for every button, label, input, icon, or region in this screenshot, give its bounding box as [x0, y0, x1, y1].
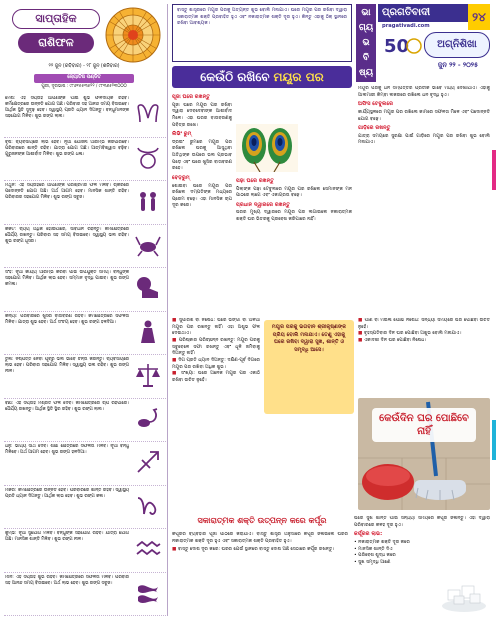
tip-text: ଦିଗ ପ୍ରତି ଧ୍ୟାନ ଦିଅନ୍ତୁ: ଦକ୍ଷିଣ-ପୂର୍ବ ଦିଗରେ ମୟୂର ପର ରଖିବା ଅଧିକ ଶୁଭ।	[172, 357, 260, 370]
zodiac-text: ମକର: କର୍ମକ୍ଷେତ୍ରରେ ଉନ୍ନତି ହେବ। ପରିବାରରେ ଶାନ୍ତି ରହିବ। ସ୍ୱାସ୍ଥ୍ୟ ପ୍ରତି ଧ୍ୟାନ ଦିଅନ୍ତୁ। ଆର୍ଥିକ ଲାଭ ହେବ। ଶୁଭ ରଙ୍ଗ କଳା।	[5, 487, 129, 499]
main-headline	[172, 66, 352, 88]
paragraph: କାର୍ଯ୍ୟସ୍ଥଳରେ ମୟୂର ପର ରଖିଲେ କାମରେ ସଫଳତା ମିଳେ ଏବଂ ପଦୋନ୍ନତି ଯୋଗ ବଢ଼େ।	[358, 109, 490, 122]
list-text: ନକାରାତ୍ମକ ଶକ୍ତି ଦୂର କରେ	[358, 539, 410, 545]
bullet-icon: ■	[172, 357, 179, 363]
zodiac-text: ସିଂହ: ନୂଆ କାର୍ଯ୍ୟ ଆରମ୍ଭ କରିବା ପାଇଁ ଉପଯୁକ୍ତ ସମୟ। ବନ୍ଧୁଙ୍କ ସହଯୋଗ ମିଳିବ। ଆର୍ଥିକ ଲାଭ ହେବ। ସମ୍ମାନ ବୃଦ୍ଧି ପାଇବ। ଶୁଭ ରଙ୍ଗ କମଳା।	[5, 270, 129, 288]
article-column-1	[172, 92, 232, 314]
bullet-icon: ■	[172, 337, 179, 343]
horoscope-title-bottom: ରାଶିଫଳ	[18, 33, 94, 53]
virgo-icon	[134, 318, 162, 346]
list-item: • ପରିବେଶ ଶୁଦ୍ଧ କରେ	[354, 553, 396, 559]
crop-mark	[492, 150, 496, 190]
zodiac-text: ବୃଷ: ବ୍ୟବସାୟରେ ଲାଭ ହେବ। ନୂଆ ଯୋଜନା ଆରମ୍ଭ କରିପାରିବେ। ପରିବାରରେ ଶାନ୍ତି ରହିବ। ଯାତ୍ରା ଯୋଗ ଅଛି। ଆତ୍ମବିଶ୍ୱାସ ବଢ଼ିବ। ଗୁରୁଜନଙ୍କ ଆଶୀର୍ବାଦ ମିଳିବ। ଶୁଭ ରଙ୍ଗ ଧଳା।	[5, 139, 129, 157]
zodiac-text: କୁମ୍ଭ: ନୂଆ ସୁଯୋଗ ମିଳିବ। ବନ୍ଧୁଙ୍କ ସହଯୋଗ ରହିବ। ଯାତ୍ରା ଯୋଗ ଅଛି। ମାନସିକ ଶାନ୍ତି ମିଳିବ। ଶୁଭ ରଙ୍ଗ ନୀଳ।	[5, 531, 129, 543]
bullet-icon: ■	[358, 337, 364, 343]
newspaper-name: ପ୍ରଗତିବାଦୀ	[378, 4, 490, 22]
headline-main: କେଉଁଠି ରଖିବେ	[200, 69, 270, 84]
supplement-logo: ଅଗ୍ନିଶିଖା	[424, 32, 490, 58]
cancer-icon	[134, 231, 162, 259]
zodiac-row	[4, 268, 166, 312]
article-column-3	[358, 86, 490, 314]
tip-item	[358, 331, 490, 338]
paragraph: ଘରେ ସୁଖ ଶାନ୍ତି ପାଇଁ ସନ୍ଧ୍ୟା ସମୟରେ କର୍ପୂର ଜଳାନ୍ତୁ। ଏହା ଦ୍ୱାରା ପରିବାରରେ କଳହ ଦୂର ହୁଏ।	[354, 516, 490, 528]
paragraph: ପୂଜା ଘରେ ମୟୂର ପର ରଖିବା ଦ୍ୱାରା ଦେବଦେବୀଙ୍କ ଆଶୀର୍ବାଦ ମିଳେ। ଏହା ଘରର ବାତାବରଣକୁ ପବିତ୍ର ରଖେ।	[172, 102, 232, 128]
list-text: ମାନସିକ ଶାନ୍ତି ଦିଏ	[358, 546, 393, 552]
vertical-section-name	[356, 4, 376, 82]
bullet-icon: ■	[172, 318, 180, 323]
tip-text: ବୃହସ୍ପତିବାର ଦିନ ଘର ପୋଛିବା ଅଶୁଭ ବୋଲି ମନାଯାଏ।	[363, 331, 462, 337]
bullet-icon: ■	[358, 331, 364, 337]
zodiac-row	[4, 138, 166, 182]
libra-icon	[134, 361, 162, 389]
highlight-box: ମୟୂର ପରକୁ ଭଗବାନ ଶ୍ରୀକୃଷ୍ଣଙ୍କ ପ୍ରିୟ ବୋଲି ମନାଯାଏ। ତେଣୁ ଏହାକୁ ଘରେ ରଖିବା ଦ୍ୱାରା ସୁଖ, ଶାନ୍ତି ଓ ସମୃଦ୍ଧି ଆସେ।	[264, 320, 354, 414]
headline-highlight: ମୟୂର ପର	[273, 69, 324, 84]
zodiac-row	[4, 94, 166, 138]
zodiac-row	[4, 529, 166, 573]
issue-date: ଜୁନ ୨୨ - ୨୦୨୫	[437, 61, 479, 69]
tip-text: ସଂଖ୍ୟା: ଘରେ ଅନେକ ମୟୂର ପର ଏକାଠି ରଖିବା ଉଚିତ ନୁହେଁ।	[172, 371, 260, 383]
zodiac-text: ତୁଳା: ନିଷ୍ପତ୍ତି ନେବା ପୂର୍ବରୁ ଭଲ ଭାବେ ଚିନ୍ତା କରନ୍ତୁ। ବ୍ୟବସାୟରେ ଲାଭ ହେବ। ପରିବାର ସହଯୋଗ ମିଳିବ। ସ୍ୱାସ୍ଥ୍ୟ ଭଲ ରହିବ। ଶୁଭ ରଙ୍ଗ ନୀଳ।	[5, 357, 129, 375]
bullet-icon: ■	[172, 547, 178, 553]
tips-column	[172, 318, 260, 512]
zodiac-wheel-icon	[104, 6, 162, 64]
subheading: ବେଡ଼ରୁମ୍	[172, 174, 190, 181]
zodiac-sign-list	[4, 94, 166, 616]
tip-item	[172, 547, 348, 554]
list-text: ସୁଖ ସମୃଦ୍ଧି ଆଣେ	[358, 559, 391, 565]
zodiac-row	[4, 399, 166, 443]
zodiac-text: ମୀନ: ଏହି ସପ୍ତାହ ଶୁଭ ରହିବ। କର୍ମକ୍ଷେତ୍ରରେ ସଫଳତା ମିଳିବ। ପରିବାର ସହ ଆନନ୍ଦ ସମୟ ବିତାଇବେ। ଅର୍ଥ ଲାଭ ହେବ। ଶୁଭ ରଙ୍ଗ ସବୁଜ।	[5, 574, 129, 586]
zodiac-row	[4, 442, 166, 486]
zodiac-text: ବିଛା: ଏହି ସପ୍ତାହ ମିଶ୍ରିତ ଫଳ ଦେବ। କର୍ମକ୍ଷେତ୍ରରେ ଚାପ ରହିପାରେ। ଧୈର୍ଯ୍ୟ ରଖନ୍ତୁ। ଆର୍ଥିକ ସ୍ଥିତି ସ୍ଥିର ରହିବ। ଶୁଭ ରଙ୍ଗ ଲାଲ।	[5, 400, 129, 412]
feature-area	[172, 4, 490, 616]
scorpio-icon	[134, 405, 162, 433]
tip-text: ପାଣି ବା ମଇଳା ପୋଛା ନିଷେଧ: ସନ୍ଧ୍ୟା ସମୟରେ ଘର ପୋଛିବା ଉଚିତ ନୁହେଁ।	[358, 318, 490, 330]
tip-item	[358, 338, 490, 345]
capricorn-icon	[134, 492, 162, 520]
crop-mark	[492, 420, 496, 460]
horoscope-header	[4, 4, 164, 89]
list-text: ପରିବେଶ ଶୁଦ୍ଧ କରେ	[358, 553, 396, 559]
tip-text: ଏକାଦଶୀ ଦିନ ଘର ପୋଛିବା ନିଷେଧ।	[363, 337, 427, 343]
list-item: • ନକାରାତ୍ମକ ଶକ୍ତି ଦୂର କରେ	[354, 539, 410, 545]
badge-number: 50	[384, 36, 410, 56]
zodiac-text: ମେଷ: ଏହି ସପ୍ତାହ ଆପଣଙ୍କ ପାଇଁ ଶୁଭ ଫଳଦାୟକ ରହିବ। କର୍ମକ୍ଷେତ୍ରରେ ଉନ୍ନତି ଯୋଗ ଅଛି। ପରିବାର ସହ ଆନନ୍ଦ ସମୟ ବିତାଇବେ। ଆର୍ଥିକ ସ୍ଥିତି ସୁଦୃଢ଼ ହେବ। ସ୍ୱାସ୍ଥ୍ୟ ପ୍ରତି ଧ୍ୟାନ ଦିଅନ୍ତୁ। ବନ୍ଧୁମାନଙ୍କ ସହଯୋଗ ମିଳିବ। ଶୁଭ ରଙ୍ଗ ଲାଲ।	[5, 96, 129, 120]
anniversary-badge-icon	[382, 34, 422, 56]
subheading: ପଢ଼ା ଘରେ ରଖନ୍ତୁ	[236, 178, 274, 184]
zodiac-row	[4, 486, 166, 530]
subheading: ଅଫିସ ଟେବୁଲରେ	[358, 101, 394, 108]
paragraph: ଶୋଇବା ଘରେ ମୟୂର ପର ରଖିଲେ ଦମ୍ପତିଙ୍କ ମଧ୍ୟରେ ପ୍ରେମ ବଢ଼େ। ଏହା ମାନସିକ ଚାପ ଦୂର କରେ।	[172, 183, 232, 209]
aries-icon	[134, 100, 162, 128]
zodiac-row	[4, 181, 166, 225]
tip-text: ବାସ୍ତୁ ଦୋଷ ଦୂର କରେ: ଘରର ଯେଉଁ ସ୍ଥାନରେ ବାସ୍ତୁ ଦୋଷ ଅଛି ସେଠାରେ କର୍ପୂର ରଖନ୍ତୁ।	[177, 547, 335, 553]
horoscope-date-range: ୨୨ ଜୁନ (ରବିବାର) - ୨୮ ଜୁନ (ଶନିବାର)	[48, 64, 120, 69]
zodiac-text: କର୍କଟ: ବ୍ୟୟ ଅଧିକ ହୋଇପାରେ, ସାବଧାନ ରହନ୍ତୁ। କର୍ମକ୍ଷେତ୍ରରେ ଧୈର୍ଯ୍ୟ ରଖନ୍ତୁ। ପରିବାର ସହ ସମୟ ବିତାଇବେ। ସ୍ୱାସ୍ଥ୍ୟ ଭଲ ରହିବ। ଶୁଭ ରଙ୍ଗ ଧୂସର।	[5, 226, 129, 244]
masthead	[356, 4, 490, 82]
leo-icon	[134, 274, 162, 302]
gemini-icon	[134, 187, 162, 215]
peacock-feather-image	[236, 124, 298, 172]
zodiac-text: କନ୍ୟା: ପରିବାରରେ ଖୁସିର ବାତାବରଣ ରହିବ। କର୍ମକ୍ଷେତ୍ରରେ ସଫଳତା ମିଳିବ। ଯାତ୍ରା ଶୁଭ ହେବ। ଅର୍ଥ ସଂଚୟ ହେବ। ଶୁଭ ରଙ୍ଗ ହଳଦିଆ।	[5, 313, 129, 325]
subheading: କର୍ପୂରର ଲାଭ:	[354, 531, 383, 538]
vertical-char: ଭା	[361, 8, 371, 19]
sagittarius-icon	[134, 448, 162, 476]
subheading: ପୂଜା ଘରେ ରଖନ୍ତୁ	[172, 94, 210, 100]
horoscope-title-top: ସାପ୍ତାହିକ	[12, 9, 100, 29]
intro-box: ବାସ୍ତୁ ଶାସ୍ତ୍ରରେ ମୟୂର ପରକୁ ଅତ୍ୟନ୍ତ ଶୁଭ ବୋଲି ମନାଯାଏ। ଘରେ ମୟୂର ପର ରଖିବା ଦ୍ୱାରା ସକାରାତ୍ମକ ଶକ୍ତି ପ୍ରବାହିତ ହୁଏ ଏବଂ ନକାରାତ୍ମକ ଶକ୍ତି ଦୂର ହୁଏ। କିନ୍ତୁ ଏହାକୁ ଠିକ୍ ସ୍ଥାନରେ ରଖିବା ଆବଶ୍ୟକ।	[172, 4, 352, 62]
taurus-icon	[134, 144, 162, 172]
tip-item	[172, 318, 260, 338]
tip-item	[172, 338, 260, 358]
mop-headline: କେଉଁଦିନ ଘର ପୋଛିବେ ନାହିଁ	[372, 408, 476, 442]
vertical-char: ବି	[362, 52, 370, 63]
zodiac-row	[4, 312, 166, 356]
zodiac-text: ମିଥୁନ: ଏହି ସପ୍ତାହରେ ଆପଣଙ୍କ ପରିଶ୍ରମର ଫଳ ମିଳିବ। ଚାକିରିରେ ପଦୋନ୍ନତି ଯୋଗ ଅଛି। ଅର୍ଥ ଆଗମ ହେବ। ମାନସିକ ଶାନ୍ତି ରହିବ। ପରିବାରର ସହଯୋଗ ମିଳିବ। ଶୁଭ ରଙ୍ଗ ସବୁଜ।	[5, 183, 129, 201]
list-item: • ମାନସିକ ଶାନ୍ତି ଦିଏ	[354, 546, 393, 552]
vertical-char: ଭ	[362, 37, 370, 48]
zodiac-text: ଧନୁ: ଭାଗ୍ୟ ସାଥ ଦେବ। ଶିକ୍ଷା କ୍ଷେତ୍ରରେ ସଫଳତା ମିଳିବ। ନୂଆ ବନ୍ଧୁ ମିଳିବେ। ଅର୍ଥ ଆଗମ ହେବ। ଶୁଭ ରଙ୍ଗ ହଳଦିଆ।	[5, 444, 129, 456]
bullet-icon: ■	[358, 318, 365, 323]
paragraph: ମୟୂର ପରକୁ ଧନ ସମ୍ପତ୍ତିର ପ୍ରତୀକ ଭାବେ ମଧ୍ୟ ଦେଖାଯାଏ। ଏହାକୁ ଆଲମାରୀ କିମ୍ବା ଲକରରେ ରଖିଲେ ଧନ ବୃଦ୍ଧି ହୁଏ।	[358, 86, 490, 98]
subheading: ପ୍ରଧାନ ଦ୍ୱାରରେ ରଖନ୍ତୁ	[236, 201, 290, 208]
tip-text: ପରିଷ୍କାର ପରିଚ୍ଛନ୍ନ ରଖନ୍ତୁ: ମୟୂର ପରକୁ ସବୁବେଳେ ସଫା ରଖନ୍ତୁ ଏବଂ ଧୂଳି ଜମିବାକୁ ଦିଅନ୍ତୁ ନାହିଁ।	[172, 337, 260, 357]
vertical-char: ଗ୍ୟ	[358, 23, 374, 34]
paragraph: ପିଲାଙ୍କ ପଢ଼ା ଟେବୁଲରେ ମୟୂର ପର ରଖିଲେ ସେମାନଙ୍କ ମନ ପାଠରେ ଲାଗେ ଏବଂ ଏକାଗ୍ରତା ବଢ଼େ।	[236, 186, 352, 199]
astrologer-name: ଜ୍ୟୋତିଷ ପଣ୍ଡିତ	[34, 74, 134, 83]
vertical-char: ଷ୍ୟ	[358, 67, 374, 78]
paragraph: ଘରର ମୁଖ୍ୟ ଦ୍ୱାରରେ ମୟୂର ପର ଲଗାଇଲେ ନକାରାତ୍ମକ ଶକ୍ତି ଘର ଭିତରକୁ ପ୍ରବେଶ କରିପାରେ ନାହିଁ।	[236, 210, 352, 223]
horoscope-column	[4, 4, 168, 616]
paragraph: କର୍ପୂରର ବ୍ୟବହାର ପୂଜା ପାଠରେ କରାଯାଏ। ବାସ୍ତୁ ଶାସ୍ତ୍ର ଅନୁସାରେ କର୍ପୂର ଜଳାଇଲେ ଘରର ନକାରାତ୍ମକ ଶକ୍ତି ଦୂର ହୁଏ ଏବଂ ସକାରାତ୍ମକ ଶକ୍ତି ପ୍ରବାହିତ ହୁଏ।	[172, 532, 348, 544]
bullet-icon: ■	[172, 371, 181, 377]
tip-item	[172, 358, 260, 371]
list-item: • ସୁଖ ସମୃଦ୍ଧି ଆଣେ	[354, 559, 391, 565]
camphor-image	[440, 576, 488, 614]
pisces-icon	[134, 579, 162, 607]
zodiac-row	[4, 573, 166, 617]
astrologer-address: ପୁରୀ, ଦୂରଭାଷ : ୯୮୬୧୫୫୩୫୨୨ / ୯୮୩୬୫୨୩୦୦୦	[41, 84, 127, 89]
website-url: pragativadi.com	[382, 23, 430, 29]
camphor-headline: ସକାରାତ୍ମକ ଶକ୍ତି ଉତ୍ପନ୍ନ କରେ କର୍ପୂର	[197, 516, 327, 525]
tip-item	[172, 371, 260, 384]
tip-text: ସୁପାରିଶ ବା ନିଷେଧ: ଘରେ ଭଙ୍ଗା ବା ଅଳିଆ ମୟୂର ପର ରଖନ୍ତୁ ନାହିଁ। ଏହା ଅଶୁଭ ଫଳ ଦେଇଥାଏ।	[172, 318, 260, 337]
aquarius-icon	[134, 535, 162, 563]
paragraph: ଯାତ୍ରା ସମୟରେ ସୁରକ୍ଷା ପାଇଁ ଗାଡ଼ିରେ ମୟୂର ପର ରଖିବା ଶୁଭ ବୋଲି ମନାଯାଏ।	[358, 133, 490, 146]
subheading: ଗାଡ଼ିରେ ରଖନ୍ତୁ	[358, 125, 391, 132]
page-number: ୨୪	[468, 4, 490, 30]
paragraph: ଡ୍ରଇଂ ରୁମରେ ମୟୂର ପର ରଖିଲେ ଘରକୁ ଆସୁଥିବା ଅତିଥିଙ୍କ ଉପରେ ଭଲ ପ୍ରଭାବ ପଡ଼େ ଏବଂ ଘରେ ଖୁସିର ବାତାବରଣ ରହେ।	[172, 139, 232, 172]
zodiac-row	[4, 225, 166, 269]
article-column-2	[236, 176, 352, 314]
subheading: ଲିଭିଂ ରୁମ୍	[172, 131, 192, 138]
mopping-tips	[358, 318, 490, 396]
tip-item	[358, 318, 490, 331]
camphor-article-left	[172, 532, 348, 616]
zodiac-row	[4, 355, 166, 399]
